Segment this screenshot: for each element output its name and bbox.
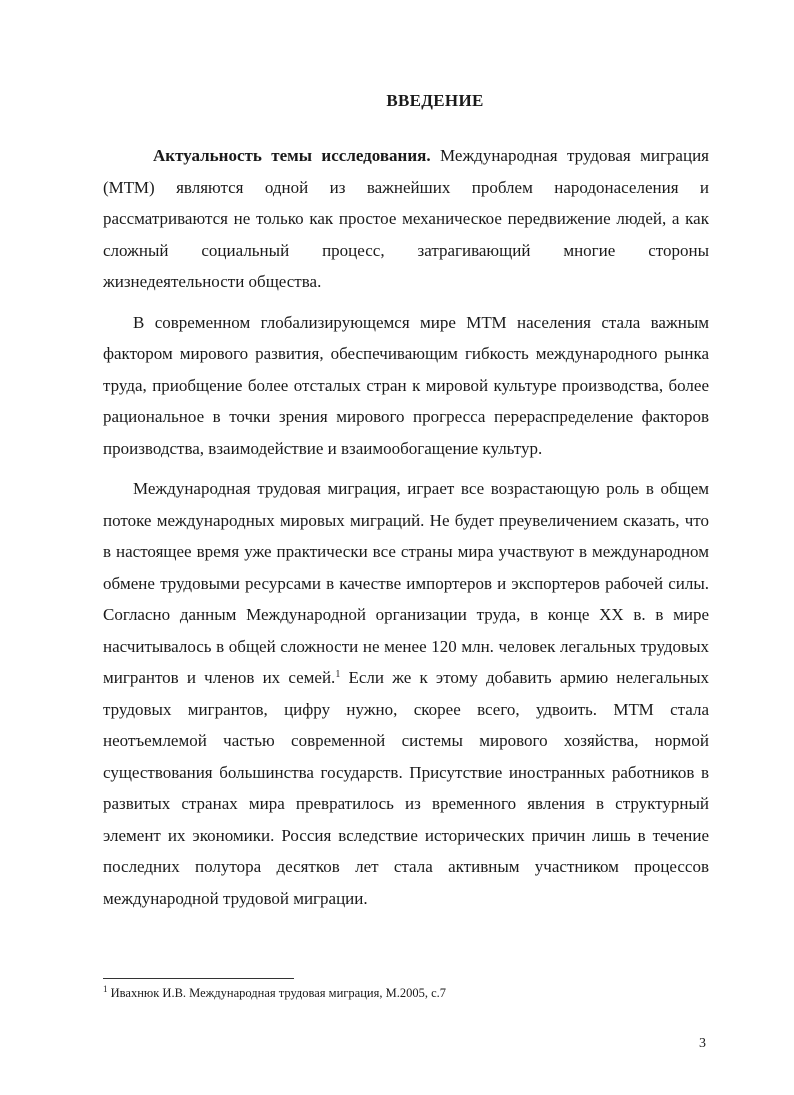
footnote-marker: 1: [103, 984, 108, 994]
footnote-reference[interactable]: 1: [335, 669, 341, 680]
page-number: 3: [699, 1036, 706, 1051]
footnote-divider: [103, 978, 294, 979]
page-title: ВВЕДЕНИЕ: [386, 91, 484, 110]
body-text: [103, 140, 709, 914]
paragraph-lead: Актуальность темы исследования.: [153, 146, 431, 165]
paragraph-text: Если же к этому добавить армию нелегальных трудовых мигрантов, цифру нужно, скорее всего, удвоить. МТМ стала неотъемлемой частью современной системы мирового хозяйства, нормой существования большинства государств. Присутствие иностранных работников в развитых странах мира превратилось из временного явления в структурный элемент их экономики. Россия вследствие исторических причин лишь в течение последних полутора десятков лет стала активным участником процессов международной трудовой миграции.: [103, 668, 709, 908]
footnote-text: Ивахнюк И.В. Международная трудовая миграция, М.2005, с.7: [107, 986, 446, 1000]
paragraph-globalization: В современном глобализирующемся мире МТМ населения стала важным фактором мирового развития, обеспечивающим гибкость международного рынка труда, приобщение более отсталых стран к мировой культуре производства, более рациональное в точки зрения мирового прогресса перераспределение факторов производства, взаимодействие и взаимообогащение культур.: [103, 312, 709, 458]
paragraph-relevance: [103, 140, 709, 298]
paragraph-labor-migration: [103, 473, 709, 914]
paragraph-text: Международная трудовая миграция, играет все возрастающую роль в общем потоке международных мировых миграций. Не будет преувеличением сказать, что в настоящее время уже практически все страны мира участвуют в международном обмене трудовыми ресурсами в качестве импортеров и экспортеров рабочей силы. Согласно данным Международной организации труда, в конце XX в. в мире насчитывалось в общей сложности не менее 120 млн. человек легальных трудовых мигрантов и членов их семей.: [103, 479, 709, 687]
footnote: [103, 986, 446, 1001]
paragraph-text: Международная трудовая миграция (МТМ) являются одной из важнейших проблем народонаселения и рассматриваются не только как простое механическое передвижение людей, а как сложный социальный процесс, затрагивающий многие стороны жизнедеятельности общества.: [103, 146, 709, 291]
